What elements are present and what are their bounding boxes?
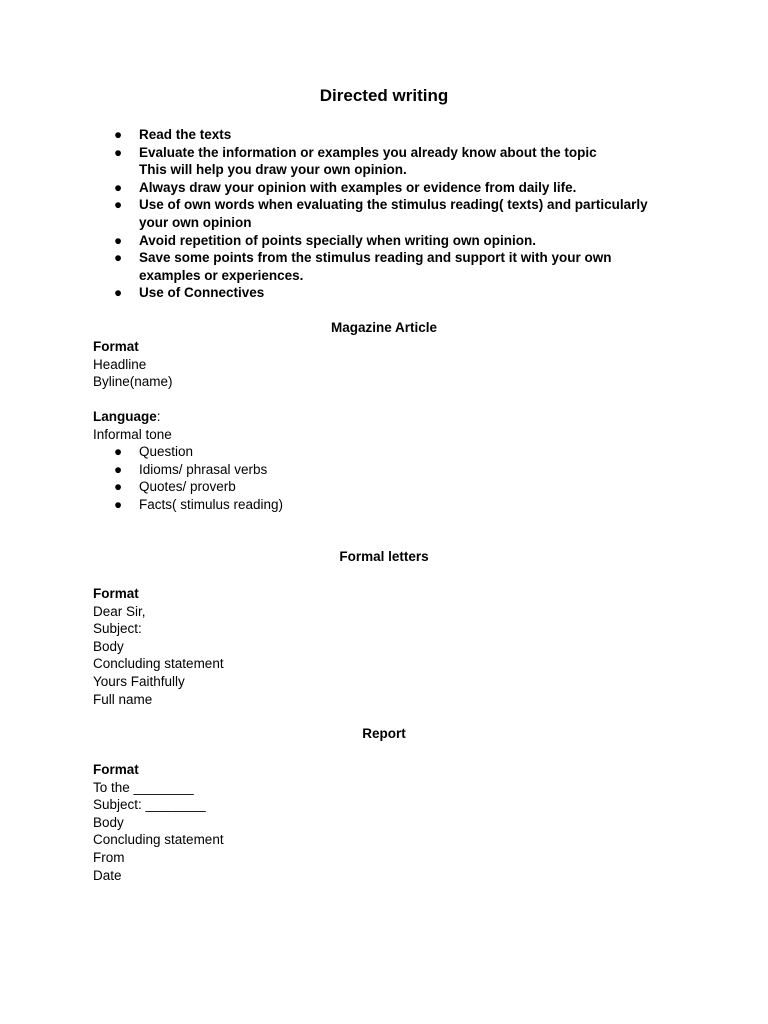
list-item: ● Evaluate the information or examples you already know about the topic This will help you draw your own opinion. [114, 144, 597, 178]
format-item: Full name [93, 691, 153, 707]
report-heading: Report [362, 726, 406, 741]
format-item: Body [93, 638, 124, 654]
tone-text: Informal tone [93, 426, 172, 442]
language-label: Language [93, 409, 157, 424]
list-item: ● Read the texts [114, 127, 232, 142]
bullet-icon: ● [114, 232, 123, 248]
list-item: ● Facts( stimulus reading) [114, 496, 284, 512]
list-item: ● Question [114, 444, 194, 460]
tips-list [93, 126, 713, 302]
format-item: Concluding statement [93, 656, 224, 672]
format-item: Subject: [93, 621, 142, 637]
bullet-icon: ● [114, 444, 123, 460]
formal-letters-format-block [93, 585, 693, 708]
format-item: Subject: ________ [93, 797, 206, 813]
bullet-icon: ● [114, 179, 123, 195]
format-item: Byline(name) [93, 374, 173, 390]
report-format-block [93, 761, 693, 884]
format-item: Body [93, 814, 124, 830]
bullet-icon: ● [114, 144, 123, 160]
page-title: Directed writing [319, 86, 449, 105]
format-label: Format [93, 339, 139, 354]
list-item: ● Idioms/ phrasal verbs [114, 461, 268, 477]
language-colon: : [156, 409, 161, 424]
format-label: Format [93, 762, 139, 777]
language-list [93, 443, 693, 513]
magazine-format-block [93, 338, 693, 391]
format-item: From [93, 849, 125, 865]
list-item: ● Use of Connectives [114, 285, 265, 301]
format-item: Headline [93, 356, 147, 372]
format-label: Format [93, 586, 139, 601]
magazine-heading: Magazine Article [330, 320, 438, 335]
language-label-line [93, 408, 693, 426]
list-item: ● Quotes/ proverb [114, 479, 236, 495]
list-item: ● Always draw your opinion with examples or evidence from daily life. [114, 179, 577, 195]
format-item: To the ________ [93, 779, 194, 795]
bullet-icon: ● [114, 250, 123, 266]
bullet-icon: ● [114, 479, 123, 495]
magazine-language-block [93, 408, 693, 514]
format-item: Yours Faithfully [93, 673, 185, 689]
list-item: ● Avoid repetition of points specially when writing own opinion. [114, 232, 537, 248]
list-item: ● Use of own words when evaluating the stimulus reading( texts) and particularly your own opinion [114, 197, 648, 230]
format-item: Dear Sir, [93, 603, 146, 619]
bullet-icon: ● [114, 285, 123, 301]
bullet-icon: ● [114, 461, 123, 477]
formal-letters-heading: Formal letters [339, 549, 429, 564]
bullet-icon: ● [114, 127, 123, 142]
bullet-icon: ● [114, 496, 123, 512]
format-item: Date [93, 867, 122, 883]
format-item: Concluding statement [93, 832, 224, 848]
list-item: ● Save some points from the stimulus reading and support it with your own examples or experiences. [114, 250, 612, 283]
bullet-icon: ● [114, 197, 123, 213]
